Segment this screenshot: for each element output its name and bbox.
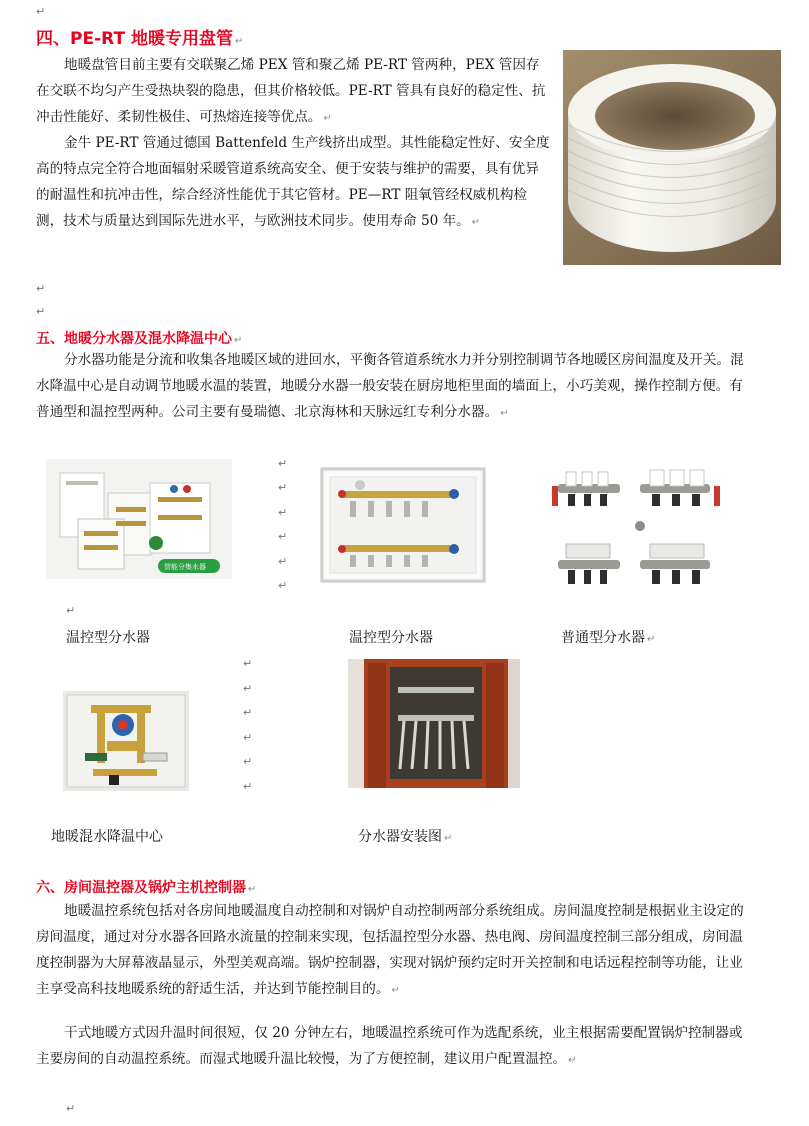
section-heading-5: [36, 328, 242, 348]
paragraph-mark: ↵: [234, 335, 243, 346]
paragraph-mark: ↵: [278, 457, 288, 470]
smart-manifold-label: 智能分集水器: [164, 563, 206, 571]
section-6-paragraph-2-text: 干式地暖方式因升温时间很短，仅 20 分钟左右，地暖温控系统可作为选配系统，业主根据需要配置锅炉控制器或主要房间的自动温控系统。而湿式地暖升温比较慢，为了方便控制，建议用户配置温控。: [36, 1025, 743, 1067]
paragraph-mark: ↵: [243, 780, 253, 793]
section-heading-6: [36, 877, 256, 897]
pe-rt-pipe-coil-photo: [563, 50, 781, 265]
temperature-control-manifold-photo-1: [46, 459, 232, 579]
caption-mixing-center-text: 地暖混水降温中心: [51, 829, 163, 845]
section-4-paragraph-1-text: 地暖盘管目前主要有交联聚乙烯 PEX 管和聚乙烯 PE-RT 管两种，PEX 管因存在交联不均匀产生受热块裂的隐患，但其价格较低。PE-RT 管具有良好的稳定性、抗冲击性能好、柔韧性极佳、可热熔连接等优点。: [36, 57, 546, 125]
paragraph-mark: ↵: [391, 985, 400, 996]
section-4-paragraph-1: [36, 52, 550, 132]
section-4-paragraph-2: [36, 130, 550, 236]
paragraph-mark: ↵: [66, 1102, 76, 1115]
mixing-cooling-center-photo: [63, 691, 189, 791]
caption-manifold-3-text: 普通型分水器: [561, 630, 645, 646]
paragraph-mark: ↵: [66, 604, 76, 617]
paragraph-mark: ↵: [278, 579, 288, 592]
caption-manifold-2-text: 温控型分水器: [349, 630, 433, 646]
section-6-paragraph-2: [36, 1020, 752, 1074]
paragraph-mark: ↵: [243, 657, 253, 670]
section-heading-4-text: 四、PE-RT 地暖专用盘管: [36, 29, 233, 49]
section-6-paragraph-1-text: 地暖温控系统包括对各房间地暖温度自动控制和对锅炉自动控制两部分系统组成。房间温度控制是根据业主设定的房间温度，通过对分水器各回路水流量的控制来实现，包括温控型分水器、热电阀、房间温度控制三部分组成，房间温度控制器为大屏幕液晶显示，外型美观高端。锅炉控制器，实现对锅炉预约定时开关控制和电话远程控制等功能，让业主享受高科技地暖系统的舒适生活，并达到节能控制目的。: [36, 903, 744, 997]
paragraph-mark: ↵: [36, 282, 46, 295]
paragraph-mark: ↵: [568, 1055, 577, 1066]
paragraph-mark: ↵: [248, 884, 257, 895]
paragraph-mark: ↵: [36, 5, 46, 18]
paragraph-mark: ↵: [243, 755, 253, 768]
paragraph-mark: ↵: [278, 481, 288, 494]
section-heading-6-text: 六、房间温控器及锅炉主机控制器: [36, 880, 246, 896]
paragraph-mark: ↵: [278, 506, 288, 519]
section-heading-4: [36, 24, 243, 49]
section-5-paragraph-text: 分水器功能是分流和收集各地暖区域的进回水，平衡各管道系统水力并分别控制调节各地暖区房间温度及开关。混水降温中心是自动调节地暖水温的装置，地暖分水器一般安装在厨房地柜里面的墙面上，小巧美观，操作控制方便。有普通型和温控型两种。公司主要有曼瑞德、北京海林和天脉远红专利分水器。: [36, 352, 744, 420]
paragraph-mark: ↵: [500, 408, 509, 419]
section-heading-5-text: 五、地暖分水器及混水降温中心: [36, 331, 232, 347]
paragraph-mark: ↵: [647, 634, 656, 645]
temperature-control-manifold-photo-2: [320, 467, 486, 583]
caption-manifold-3: [561, 627, 655, 647]
ordinary-manifold-photo: [548, 464, 732, 596]
paragraph-mark: ↵: [36, 305, 46, 318]
caption-manifold-1-text: 温控型分水器: [66, 630, 150, 646]
paragraph-mark: ↵: [243, 682, 253, 695]
caption-manifold-2: [349, 627, 433, 647]
caption-installation-text: 分水器安装图: [358, 829, 442, 845]
paragraph-mark: ↵: [243, 731, 253, 744]
paragraph-mark: ↵: [234, 36, 244, 47]
section-6-paragraph-1: [36, 898, 752, 1004]
section-5-paragraph: [36, 347, 752, 427]
caption-mixing-center: [51, 826, 163, 846]
paragraph-mark: ↵: [278, 530, 288, 543]
paragraph-mark: ↵: [323, 113, 332, 124]
paragraph-mark: ↵: [471, 217, 481, 228]
paragraph-mark: ↵: [243, 706, 253, 719]
manifold-installation-photo: [348, 659, 520, 788]
caption-installation: [358, 826, 452, 846]
caption-manifold-1: [66, 627, 150, 647]
paragraph-mark: ↵: [278, 555, 288, 568]
section-4-paragraph-2-text: 金牛 PE-RT 管通过德国 Battenfeld 生产线挤出成型。其性能稳定性好、安全度高的特点完全符合地面辐射采暖管道系统高安全、便于安装与维护的需要，具有优异的耐温性和抗冲击性，综合经济性能优于其它管材。PE—RT 阻氧管经权威机构检测，技术与质量达到国际先进水平，与欧洲技术同步。使用寿命 50 年。: [36, 135, 550, 229]
paragraph-mark: ↵: [444, 833, 453, 844]
